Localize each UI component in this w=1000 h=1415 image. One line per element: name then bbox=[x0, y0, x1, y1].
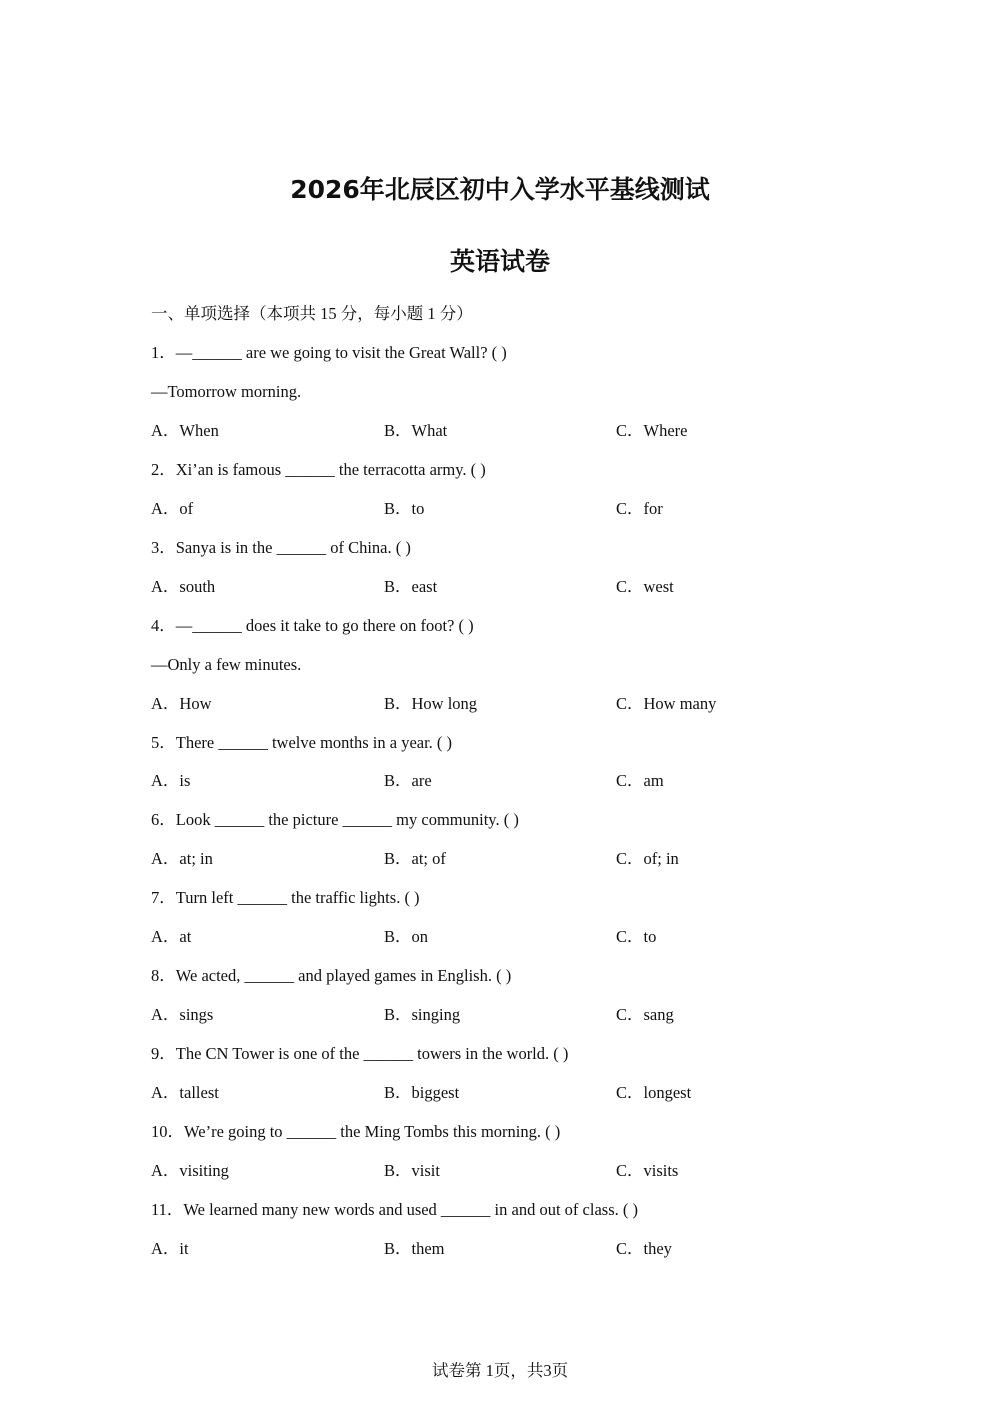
question-2-options bbox=[151, 499, 851, 519]
section-heading: 一、单项选择（本项共 15 分，每小题 1 分） bbox=[151, 304, 473, 323]
question-1-answer-line: —Tomorrow morning. bbox=[151, 382, 302, 401]
question-9-options bbox=[151, 1083, 851, 1103]
question-10: 10．We’re going to ______ the Ming Tombs this morning. ( ) bbox=[151, 1122, 561, 1141]
option-a: A．is bbox=[151, 771, 191, 790]
option-c: C．sang bbox=[616, 1005, 674, 1024]
option-c: C．of; in bbox=[616, 849, 679, 868]
option-a: A．When bbox=[151, 421, 219, 440]
question-6-options bbox=[151, 849, 851, 869]
option-c: C．to bbox=[616, 927, 657, 946]
option-b: B．are bbox=[384, 771, 432, 790]
option-c: C．How many bbox=[616, 694, 717, 713]
option-a: A．visiting bbox=[151, 1161, 229, 1180]
exam-title: 2026年北辰区初中入学水平基线测试 bbox=[290, 175, 710, 204]
question-8-options bbox=[151, 1005, 851, 1025]
option-c: C．am bbox=[616, 771, 664, 790]
question-3-options bbox=[151, 577, 851, 597]
question-5-options bbox=[151, 771, 851, 791]
option-c: C．west bbox=[616, 577, 674, 596]
question-9: 9．The CN Tower is one of the ______ towers in the world. ( ) bbox=[151, 1044, 569, 1063]
page-footer: 试卷第 1页，共3页 bbox=[431, 1361, 569, 1380]
question-1: 1．—______ are we going to visit the Great Wall? ( ) bbox=[151, 343, 507, 362]
option-c: C．for bbox=[616, 499, 663, 518]
option-b: B．them bbox=[384, 1239, 445, 1258]
option-a: A．at bbox=[151, 927, 192, 946]
option-b: B．What bbox=[384, 421, 448, 440]
option-a: A．it bbox=[151, 1239, 189, 1258]
option-a: A．tallest bbox=[151, 1083, 219, 1102]
option-b: B．singing bbox=[384, 1005, 461, 1024]
option-a: A．How bbox=[151, 694, 212, 713]
question-3: 3．Sanya is in the ______ of China. ( ) bbox=[151, 538, 411, 557]
question-2: 2．Xi’an is famous ______ the terracotta army. ( ) bbox=[151, 460, 486, 479]
option-b: B．east bbox=[384, 577, 438, 596]
option-b: B．visit bbox=[384, 1161, 440, 1180]
question-4: 4．—______ does it take to go there on foot? ( ) bbox=[151, 616, 474, 635]
question-7: 7．Turn left ______ the traffic lights. ( ) bbox=[151, 888, 420, 907]
option-b: B．How long bbox=[384, 694, 478, 713]
option-a: A．of bbox=[151, 499, 194, 518]
exam-subtitle: 英语试卷 bbox=[449, 247, 550, 276]
option-b: B．to bbox=[384, 499, 425, 518]
question-6: 6．Look ______ the picture ______ my community. ( ) bbox=[151, 810, 519, 829]
option-a: A．sings bbox=[151, 1005, 214, 1024]
option-a: A．south bbox=[151, 577, 216, 596]
option-b: B．at; of bbox=[384, 849, 446, 868]
option-c: C．they bbox=[616, 1239, 672, 1258]
question-10-options bbox=[151, 1161, 851, 1181]
option-a: A．at; in bbox=[151, 849, 213, 868]
option-c: C．longest bbox=[616, 1083, 692, 1102]
option-c: C．Where bbox=[616, 421, 688, 440]
question-4-answer-line: —Only a few minutes. bbox=[151, 655, 302, 674]
question-4-options bbox=[151, 694, 851, 714]
question-11-options bbox=[151, 1239, 851, 1259]
question-1-options bbox=[151, 421, 851, 441]
question-11: 11．We learned many new words and used ______ in and out of class. ( ) bbox=[151, 1200, 638, 1219]
question-5: 5．There ______ twelve months in a year. ( ) bbox=[151, 733, 453, 752]
question-7-options bbox=[151, 927, 851, 947]
option-c: C．visits bbox=[616, 1161, 679, 1180]
option-b: B．on bbox=[384, 927, 429, 946]
option-b: B．biggest bbox=[384, 1083, 460, 1102]
question-8: 8．We acted, ______ and played games in English. ( ) bbox=[151, 966, 512, 985]
